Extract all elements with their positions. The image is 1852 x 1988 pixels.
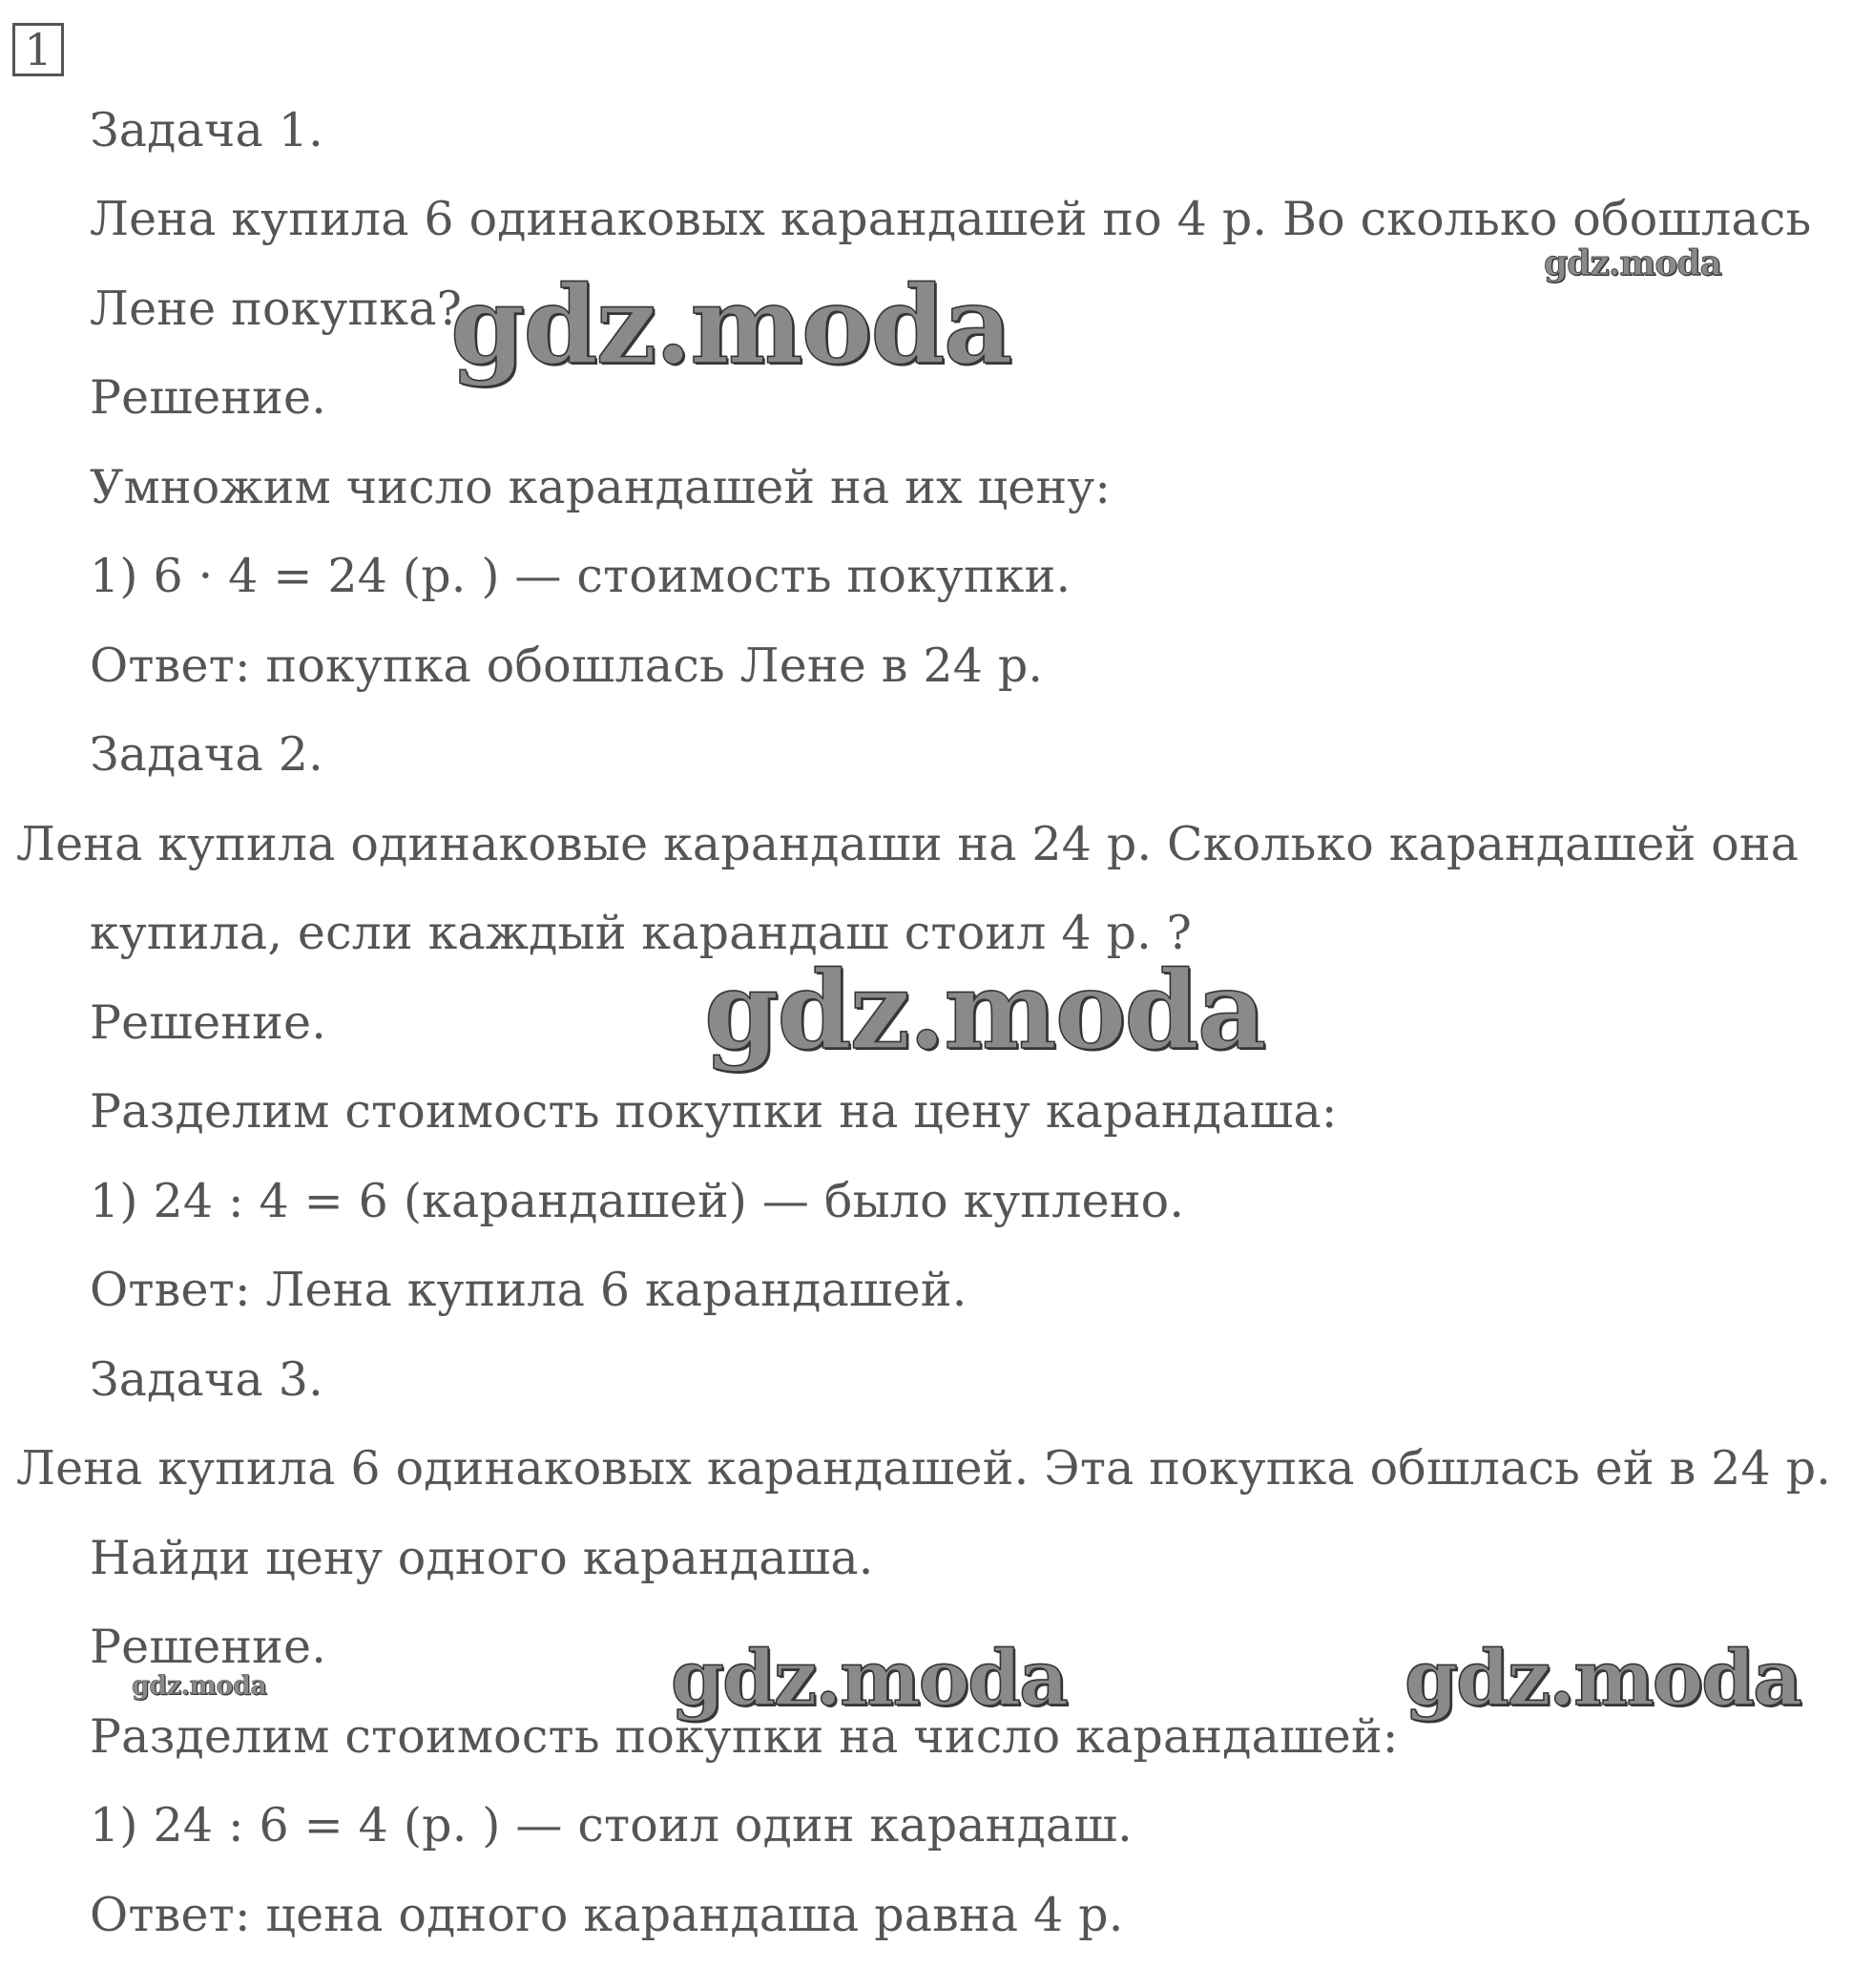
task-1-solution-text: Умножим число карандашей на их цену: bbox=[90, 460, 1112, 514]
task-1-condition-line-1: Лена купила 6 одинаковых карандашей по 4 р. Во сколько обошлась bbox=[90, 192, 1812, 246]
task-1-answer: Ответ: покупка обошлась Лене в 24 р. bbox=[90, 638, 1044, 693]
task-1-heading: Задача 1. bbox=[90, 103, 323, 157]
task-3-condition-line-1: Лена купила 6 одинаковых карандашей. Эта покупка обшлась ей в 24 р. bbox=[16, 1441, 1832, 1496]
task-3-answer: Ответ: цена одного карандаша равна 4 р. bbox=[90, 1888, 1124, 1942]
watermark-small-top-right: gdz.moda bbox=[1544, 243, 1721, 283]
task-1-condition-line-2: Лене покупка? bbox=[90, 282, 463, 336]
task-3-step-1: 1) 24 : 6 = 4 (р. ) — стоил один карандаш. bbox=[90, 1798, 1133, 1852]
watermark-large-4: gdz.moda bbox=[1405, 1633, 1800, 1723]
task-3-condition-line-2: Найди цену одного карандаша. bbox=[90, 1531, 874, 1585]
task-3-solution-label: Решение. bbox=[90, 1620, 327, 1674]
watermark-small-bottom-left: gdz.moda bbox=[132, 1671, 267, 1701]
watermark-large-3: gdz.moda bbox=[671, 1633, 1067, 1723]
task-2-step-1: 1) 24 : 4 = 6 (карандашей) — было куплено. bbox=[90, 1174, 1185, 1228]
task-2-answer: Ответ: Лена купила 6 карандашей. bbox=[90, 1263, 968, 1317]
task-2-condition-line-1: Лена купила одинаковые карандаши на 24 р. Сколько карандашей она bbox=[16, 817, 1800, 871]
watermark-large-2: gdz.moda bbox=[704, 949, 1265, 1074]
task-3-solution-text: Разделим стоимость покупки на число карандашей: bbox=[90, 1709, 1399, 1764]
task-2-heading: Задача 2. bbox=[90, 727, 323, 782]
watermark-large-1: gdz.moda bbox=[450, 263, 1011, 388]
task-1-step-1: 1) 6 · 4 = 24 (р. ) — стоимость покупки. bbox=[90, 549, 1072, 603]
task-number-box: 1 bbox=[12, 23, 64, 76]
task-2-condition-line-2: купила, если каждый карандаш стоил 4 р. ? bbox=[90, 906, 1193, 960]
task-2-solution-label: Решение. bbox=[90, 995, 327, 1050]
task-2-solution-text: Разделим стоимость покупки на цену карандаша: bbox=[90, 1084, 1338, 1139]
task-3-heading: Задача 3. bbox=[90, 1352, 323, 1407]
task-1-solution-label: Решение. bbox=[90, 370, 327, 425]
